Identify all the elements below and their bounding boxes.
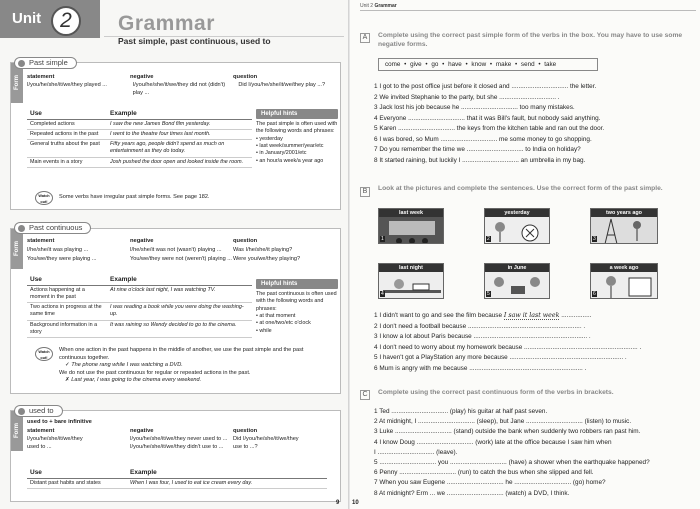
negative-form <box>130 436 233 451</box>
exercise-item: 4 I know Doug ................................ (work) late at the office because I saw him when <box>374 438 612 446</box>
hint-item: • while <box>256 328 338 335</box>
hints-text: The past continuous is often used with the following words and phrases: <box>256 291 337 312</box>
exercise-item: 6 Penny ................................ (run) to catch the bus when she slipped and fell. <box>374 469 594 477</box>
exercise-c-items <box>374 407 694 499</box>
negative-form: I/you/he/she/it/we/they did not (didn't) play ... <box>132 82 226 96</box>
exercise-b-tag: B <box>360 187 370 197</box>
hints-text: The past simple is often used with the following words and phrases: <box>256 121 338 135</box>
table-row <box>27 130 252 140</box>
past-simple-pill <box>14 57 77 69</box>
playstation-illustration <box>485 272 550 299</box>
table-row <box>27 303 252 320</box>
example-cell: Josh pushed the door open and looked inside the room. <box>107 157 252 167</box>
picture-caption: last week <box>379 209 443 217</box>
statement-header: statement <box>27 428 55 434</box>
hint-item: • yesterday <box>256 136 338 143</box>
exercise-item: 8 At midnight? Erm ... we ................................ (watch) a DVD, I think. <box>374 489 570 497</box>
bullet-icon <box>18 408 25 415</box>
form-label: Form <box>11 63 23 103</box>
picture-5 <box>484 263 550 299</box>
exercise-b-instructions: Look at the pictures and complete the sentences. Use the correct form of the past simple. <box>378 185 663 192</box>
use-cell: Actions happening at a moment in the past <box>27 286 107 303</box>
page-number: 10 <box>352 500 359 506</box>
form-line: I/you/he/she/it/we/they didn't use to ... <box>130 443 224 450</box>
hint-item: • an hour/a week/a year ago <box>256 158 338 165</box>
statement-form: I/he/she/it was playing ... <box>27 247 89 253</box>
past-continuous-pill <box>14 222 91 234</box>
picture-3 <box>590 208 658 244</box>
use-cell: Distant past habits and states <box>27 479 127 489</box>
exercise-item: 7 Do you remember the time we ................................ to India on holiday? <box>374 146 581 153</box>
table-row <box>27 140 252 157</box>
pill-label: Past simple <box>29 58 68 67</box>
hint-item: • at that moment <box>256 313 338 320</box>
picture-caption: a week ago <box>591 264 657 272</box>
header-rule <box>360 10 696 11</box>
question-form: Did I/you/he/she/it/we/they play ...? <box>238 82 326 88</box>
example-cell: I went to the theatre four times last month. <box>107 130 252 140</box>
helpful-hints <box>256 109 338 165</box>
word-box: come • give • go • have • know • make • send • take <box>378 58 598 71</box>
exercise-c-tag: C <box>360 390 370 400</box>
exercise-a-items <box>374 82 694 166</box>
watch-note: We do not use the past continuous for regular or repeated actions in the past. <box>59 369 251 376</box>
exercise-item: 4 Everyone ................................ that it was Bill's fault, but nobody said anything. <box>374 114 601 122</box>
use-header: Use <box>27 468 127 479</box>
example-cell: When I was four, I used to eat ice cream every day. <box>127 479 327 489</box>
exercise-c-instructions: Complete using the correct past continuous form of the verbs in brackets. <box>378 389 614 396</box>
exercise-a-tag: A <box>360 33 370 43</box>
past-simple-section <box>10 62 341 210</box>
table-row <box>27 120 252 130</box>
exercise-a-instructions: Complete using the correct past simple form of the verbs in the box. You may have to use some negative forms. <box>378 32 683 49</box>
picture-4 <box>378 263 444 299</box>
picture-caption: in June <box>485 264 549 272</box>
statement-form: I/you/he/she/it/we/they played ... <box>27 82 107 88</box>
exercise-item: 2 I don't need a football because ................................................................ . <box>374 322 586 330</box>
question-form: Were you/we/they playing? <box>233 256 301 262</box>
table-row <box>27 479 327 489</box>
exercise-item: 1 I got to the post office just before it closed and ................................ the letter. <box>374 83 597 90</box>
header-title: Grammar <box>374 3 397 9</box>
use-cell: General truths about the past <box>27 140 107 157</box>
helpful-hints <box>256 279 338 335</box>
eiffel-tower-illustration <box>591 217 658 244</box>
form-row <box>27 436 336 451</box>
hint-item: • in January/2001/etc <box>256 150 338 157</box>
exercise-item: 8 It started raining, but luckily I ................................ an umbrella in my bag. <box>374 156 586 164</box>
exercise-item: 2 At midnight, I ................................ (sleep), but Jane ................................ (listen) to music. <box>374 418 632 426</box>
exercise-item: 1 I didn't want to go and see the film because I saw it last week ................. <box>374 312 592 319</box>
exercise-b-items <box>374 311 694 374</box>
picture-number: 5 <box>487 291 490 297</box>
form-line: use to ...? <box>233 443 258 450</box>
picture-number: 4 <box>381 291 384 297</box>
example-cell: I saw the new James Bond film yesterday. <box>107 120 252 130</box>
picture-6 <box>590 263 658 299</box>
picture-1 <box>378 208 444 244</box>
table-row <box>27 286 252 303</box>
page-subtitle: Past simple, past continuous, used to <box>118 36 271 46</box>
use-table <box>27 275 252 338</box>
cinema-illustration <box>379 217 444 244</box>
picture-number: 1 <box>381 236 384 242</box>
hints-title: Helpful hints <box>256 109 338 119</box>
exercise-item: 3 Jack lost his job because he ................................ too many mistakes. <box>374 104 575 111</box>
used-to-section <box>10 410 341 502</box>
exercise-item: 5 I haven't got a PlayStation any more because ................................................................ . <box>374 354 627 361</box>
watch-out-text <box>59 347 329 385</box>
use-cell: Completed actions <box>27 120 107 130</box>
past-continuous-section <box>10 228 341 394</box>
use-table <box>27 109 252 168</box>
exercise-item: 5 Karen ................................ the keys from the kitchen table and ran out the door. <box>374 125 605 132</box>
used-to-pill <box>14 405 63 417</box>
exercise-item: 1 Ted ................................ (play) his guitar at half past seven. <box>374 408 548 415</box>
picture-number: 6 <box>593 291 596 297</box>
use-header: Use <box>27 109 107 120</box>
form-line: I/you/he/she/it/we/they never used to ... <box>130 436 228 442</box>
exercise-item: 6 I was bored, so Mum ................................ me some money to go shopping. <box>374 135 592 143</box>
form-headers <box>27 238 336 246</box>
example-cell: Fifty years ago, people didn't spend as much on entertainment as they do today. <box>107 140 252 157</box>
watch-out-icon: Watch out! <box>35 347 53 361</box>
picture-2 <box>484 208 550 244</box>
negative-form: I/he/she/it was not (wasn't) playing ... <box>130 247 222 253</box>
use-cell: Two actions in progress at the same time <box>27 303 107 320</box>
form-row <box>27 256 336 264</box>
homework-illustration <box>379 272 444 299</box>
pill-label: Past continuous <box>29 223 83 232</box>
picture-caption: yesterday <box>485 209 549 217</box>
angry-mum-illustration <box>591 272 658 299</box>
picture-caption: last night <box>379 264 443 272</box>
watch-example: ✗ Last year, I was going to the cinema every weekend. <box>65 377 202 384</box>
bullet-icon <box>18 60 25 67</box>
statement-form: You/we/they were playing ... <box>27 256 97 262</box>
form-label: Form <box>11 229 23 269</box>
item-prompt: 1 I didn't want to go and see the film because <box>374 312 503 319</box>
exercise-item: 6 Mum is angry with me because ................................................................ . <box>374 364 587 372</box>
form-line: Did I/you/he/she/it/we/they <box>233 436 299 442</box>
running-header <box>360 3 397 9</box>
question-header: question <box>233 238 258 244</box>
question-header: question <box>233 428 258 434</box>
use-cell: Repeated actions in the past <box>27 130 107 140</box>
right-page <box>350 0 700 509</box>
form-row <box>27 82 336 97</box>
exercise-item: 5 ................................ you ................................ (have) a shower when the earthquake happened? <box>374 459 650 467</box>
hint-item: • at one/two/etc o'clock <box>256 320 338 327</box>
negative-header: negative <box>130 428 154 434</box>
question-form: Was I/he/she/it playing? <box>233 247 293 253</box>
exercise-item: 3 Luke ................................ (stand) outside the bank when suddenly two robbers ran past him. <box>374 428 641 436</box>
exercise-item: 4 I don't need to worry about my homework because ................................................................ . <box>374 343 642 351</box>
watch-out-icon: Watch out! <box>35 191 53 205</box>
form-headers <box>27 428 336 436</box>
form-headers <box>27 74 336 82</box>
form-label: Form <box>11 411 23 451</box>
football-illustration <box>485 217 550 244</box>
form-row <box>27 247 336 255</box>
exercise-item: I ................................ (leave). <box>374 448 458 456</box>
example-header: Example <box>127 468 327 479</box>
form-line: I/you/he/she/it/we/they <box>27 436 83 442</box>
watch-out-text: Some verbs have irregular past simple forms. See page 182. <box>59 194 210 200</box>
example-cell: At nine o'clock last night, I was watching TV. <box>107 286 252 303</box>
use-cell: Background information in a story <box>27 320 107 337</box>
unit-label: Unit <box>12 10 42 27</box>
handwritten-answer: I saw it last week <box>503 312 560 319</box>
page-title: Grammar <box>118 12 215 35</box>
negative-header: negative <box>130 238 154 244</box>
table-row <box>27 320 252 337</box>
use-header: Use <box>27 275 107 286</box>
picture-number: 2 <box>487 236 490 242</box>
statement-header: statement <box>27 74 55 80</box>
picture-caption: two years ago <box>591 209 657 217</box>
question-form <box>233 436 336 451</box>
page-number: 9 <box>336 500 340 506</box>
watch-note: When one action in the past happens in the middle of another, we use the past simple and the past continuous together. <box>59 347 304 361</box>
example-header: Example <box>107 275 252 286</box>
pill-label: used to <box>29 406 54 415</box>
use-table <box>27 468 327 489</box>
hint-item: • last week/summer/year/etc <box>256 143 338 150</box>
example-cell: It was raining so Wendy decided to go to the cinema. <box>107 320 252 337</box>
unit-number: 2 <box>51 6 81 36</box>
hints-title: Helpful hints <box>256 279 338 289</box>
question-header: question <box>233 74 258 80</box>
unit-banner <box>0 0 100 38</box>
statement-form <box>27 436 130 451</box>
negative-header: negative <box>130 74 154 80</box>
used-to-formula: used to + bare infinitive <box>27 419 92 425</box>
statement-header: statement <box>27 238 55 244</box>
picture-number: 3 <box>593 236 596 242</box>
example-header: Example <box>107 109 252 120</box>
exercise-item: 3 I know a lot about Paris because ................................................................ . <box>374 333 591 340</box>
bullet-icon <box>18 225 25 232</box>
exercise-item: 7 When you saw Eugene ................................ he ................................ (go) home? <box>374 479 606 487</box>
form-line: used to ... <box>27 443 52 450</box>
exercise-item: 2 We invited Stephanie to the party, but she ................................ . <box>374 93 560 101</box>
example-cell: I was reading a book while you were doing the washing-up. <box>107 303 252 320</box>
negative-form: You/we/they were not (weren't) playing ... <box>130 256 232 262</box>
watch-example: ✓ The phone rang while I was watching a DVD. <box>65 362 183 369</box>
use-cell: Main events in a story <box>27 157 107 167</box>
table-row <box>27 157 252 167</box>
header-unit: Unit 2 <box>360 3 374 9</box>
